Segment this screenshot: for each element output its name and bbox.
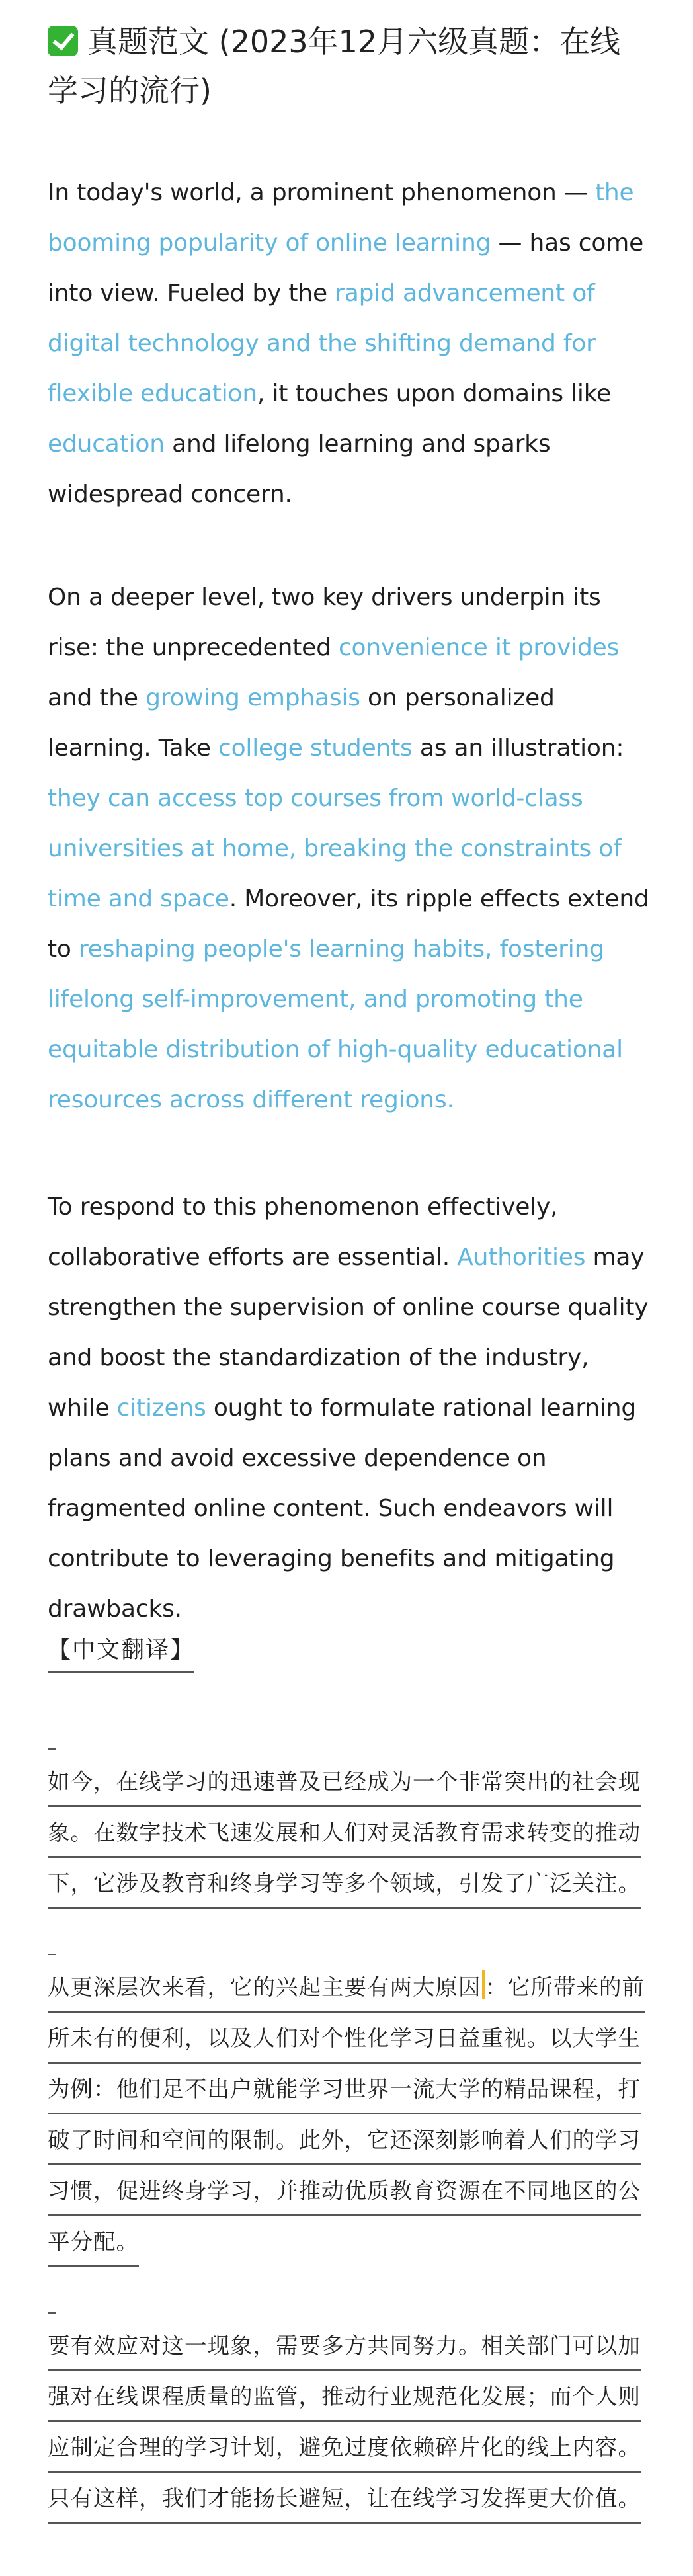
translation-line bbox=[48, 2481, 659, 2532]
text-segment: as an illustration: bbox=[412, 735, 624, 762]
translation-line bbox=[48, 2224, 659, 2275]
highlighted-phrase: education bbox=[48, 430, 165, 458]
translation-paragraph-1 bbox=[48, 1764, 659, 1917]
text-segment: and the bbox=[48, 684, 146, 711]
english-paragraph-2 bbox=[48, 573, 656, 1125]
translation-line-text: 强对在线课程质量的监管，推动行业规范化发展；而个人则 bbox=[48, 2379, 641, 2422]
highlighted-phrase: growing emphasis bbox=[145, 684, 360, 711]
translation-paragraph-3 bbox=[48, 2328, 659, 2532]
title-line-2: 学习的流行) bbox=[48, 73, 212, 108]
translation-line bbox=[48, 2122, 659, 2173]
text-segment: In today's world, a prominent phenomenon — bbox=[48, 179, 595, 206]
translation-line-text: 习惯，促进终身学习，并推动优质教育资源在不同地区的公 bbox=[48, 2173, 641, 2216]
translation-line-text: 只有这样，我们才能扬长避短，让在线学习发挥更大价值。 bbox=[48, 2481, 641, 2524]
highlighted-phrase: college students bbox=[218, 735, 413, 762]
translation-line bbox=[48, 1970, 659, 2021]
translation-line bbox=[48, 2328, 659, 2379]
translation-line-text: 下，它涉及教育和终身学习等多个领域，引发了广泛关注。 bbox=[48, 1866, 641, 1909]
highlighted-phrase: the booming popularity of online learning bbox=[48, 179, 634, 257]
translation-line bbox=[48, 1815, 659, 1866]
translation-line bbox=[48, 2072, 659, 2122]
highlighted-phrase: Authorities bbox=[457, 1244, 586, 1271]
text-segment: may strengthen the supervision of online course quality and boost the standardization of the industry, while bbox=[48, 1244, 649, 1422]
highlighted-phrase: they can access top courses from world-class universities at home, breaking the constraints of time and space bbox=[48, 785, 622, 912]
translation-line-text: 要有效应对这一现象，需要多方共同努力。相关部门可以加 bbox=[48, 2328, 641, 2371]
text-segment: . Moreover, its ripple effects extend to bbox=[48, 885, 649, 963]
translation-line bbox=[48, 2021, 659, 2072]
text-segment: To respond to this phenomenon effectively, collaborative efforts are essential. bbox=[48, 1193, 558, 1271]
translation-line-text: 如今，在线学习的迅速普及已经成为一个非常突出的社会现 bbox=[48, 1764, 641, 1807]
translation-line-text: 为例：他们足不出户就能学习世界一流大学的精品课程，打 bbox=[48, 2072, 641, 2114]
highlighted-phrase: reshaping people's learning habits, fostering lifelong self-improvement, and promoting the equitable distribution of high-quality educational resources across different regions. bbox=[48, 936, 623, 1113]
text-segment: — has come into view. Fueled by the bbox=[48, 229, 644, 307]
translation-line bbox=[48, 2379, 659, 2430]
text-segment: On a deeper level, two key drivers underpin its rise: the unprecedented bbox=[48, 584, 601, 661]
translation-line-text: 平分配。 bbox=[48, 2224, 139, 2267]
translation-line bbox=[48, 2173, 659, 2224]
text-segment: ought to formulate rational learning plans and avoid excessive dependence on fragmented online content. Such endeavors will contribute to leveraging benefits and mitigating drawbacks. bbox=[48, 1394, 637, 1623]
translation-line bbox=[48, 1866, 659, 1917]
english-paragraph-3 bbox=[48, 1182, 656, 1634]
translation-line-text: 应制定合理的学习计划，避免过度依赖碎片化的线上内容。 bbox=[48, 2430, 641, 2473]
highlighted-phrase: convenience it provides bbox=[338, 634, 620, 661]
title-line-1: 真题范文 (2023年12月六级真题：在线 bbox=[87, 24, 621, 60]
english-paragraph-1 bbox=[48, 168, 656, 520]
paragraph-marker bbox=[48, 2312, 56, 2314]
translation-line bbox=[48, 1764, 659, 1815]
translation-line-text: 破了时间和空间的限制。此外，它还深刻影响着人们的学习 bbox=[48, 2122, 641, 2165]
paragraph-marker bbox=[48, 1748, 56, 1750]
paragraph-marker bbox=[48, 1954, 56, 1955]
translation-line bbox=[48, 2430, 659, 2481]
text-cursor-marker bbox=[482, 1970, 485, 1999]
text-segment: , it touches upon domains like bbox=[257, 380, 612, 407]
highlighted-phrase: citizens bbox=[116, 1394, 206, 1422]
text-segment: on personalized learning. Take bbox=[48, 684, 555, 762]
translation-line-text: 象。在数字技术飞速发展和人们对灵活教育需求转变的推动 bbox=[48, 1815, 641, 1858]
translation-line-text: 所未有的便利，以及人们对个性化学习日益重视。以大学生 bbox=[48, 2021, 641, 2064]
translation-paragraph-2 bbox=[48, 1970, 659, 2275]
article-title bbox=[48, 17, 656, 115]
highlighted-phrase: rapid advancement of digital technology and the shifting demand for flexible education bbox=[48, 280, 596, 407]
check-mark-icon bbox=[48, 26, 78, 56]
translation-line-text: 从更深层次来看，它的兴起主要有两大原因 ：它所带来的前 bbox=[48, 1970, 645, 2013]
text-segment: and lifelong learning and sparks widespread concern. bbox=[48, 430, 551, 508]
translation-heading: 【中文翻译】 bbox=[48, 1632, 194, 1673]
